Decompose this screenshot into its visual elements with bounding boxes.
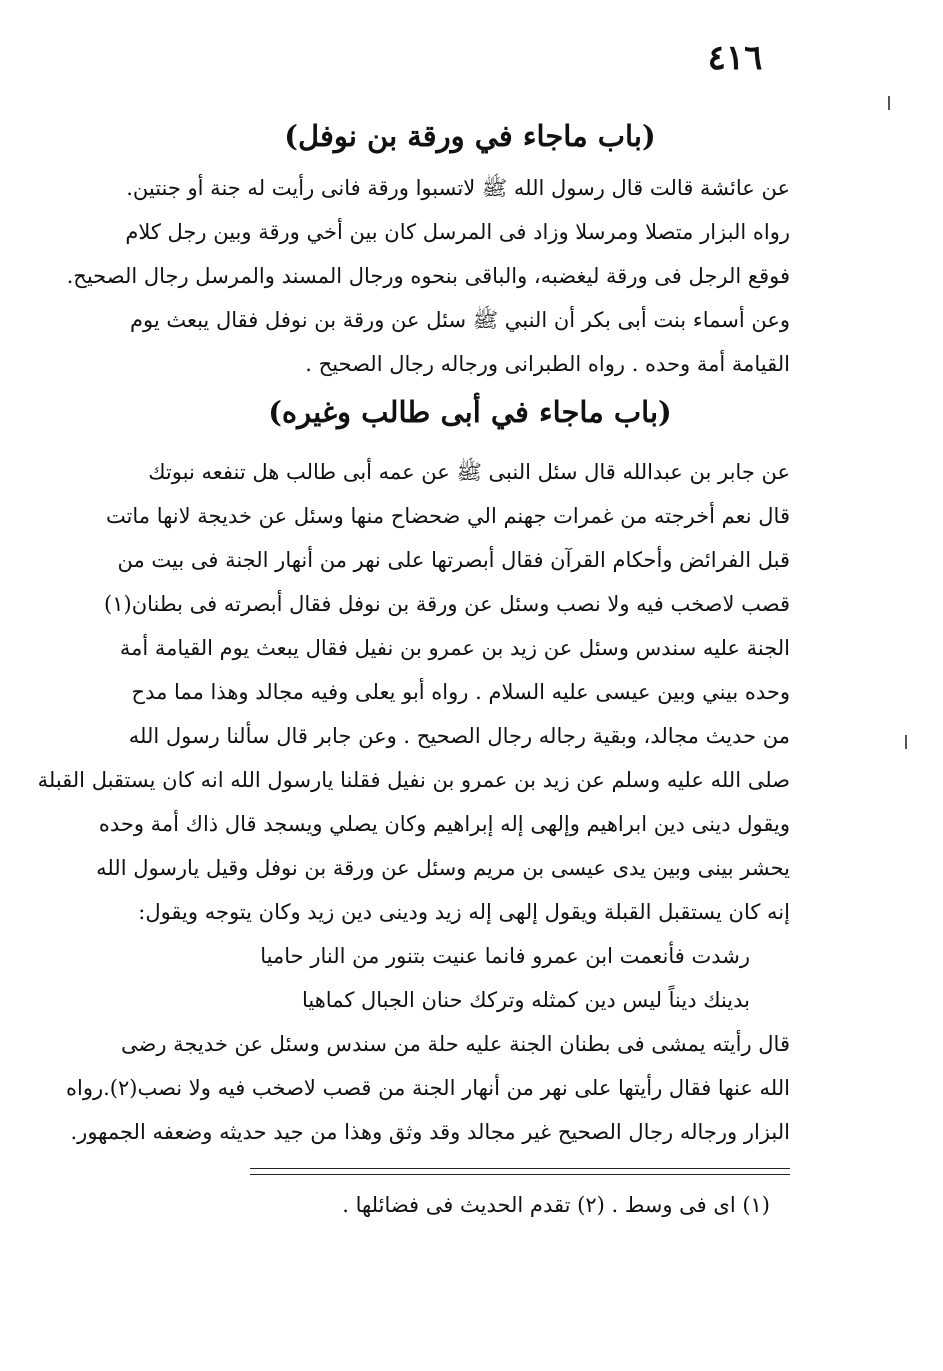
text-line: قال رأيته يمشى فى بطنان الجنة عليه حلة من سندس وسئل عن خديجة رضى [121, 1032, 790, 1056]
page-number: ٤١٦ [707, 38, 763, 78]
section-heading-waraqa: (باب ماجاء في ورقة بن نوفل) [284, 119, 656, 153]
text-line: القيامة أمة وحده . رواه الطبرانى ورجاله رجال الصحيح . [305, 352, 790, 376]
text-line: الجنة عليه سندس وسئل عن زيد بن عمرو بن نفيل فقال يبعث يوم القيامة أمة [119, 636, 790, 660]
text-line: صلى الله عليه وسلم عن زيد بن عمرو بن نفيل فقلنا يارسول الله انه كان يستقبل القبلة [37, 768, 790, 792]
text-line: البزار ورجاله رجال الصحيح غير مجالد وقد وثق وهذا من جيد حديثه وضعفه الجمهور. [70, 1120, 790, 1144]
section-heading-abu-talib: (باب ماجاء في أبى طالب وغيره) [268, 395, 672, 429]
text-line: قال نعم أخرجته من غمرات جهنم الي ضحضاح منها وسئل عن خديجة لانها ماتت [105, 504, 790, 528]
text-line: عن جابر بن عبدالله قال سئل النبى ﷺ عن عمه أبى طالب هل تنفعه نبوتك [148, 460, 790, 484]
section-body-abu-talib [37, 450, 790, 1154]
text-line: وحده بيني وبين عيسى عليه السلام . رواه أبو يعلى وفيه مجالد وهذا مما مدح [131, 680, 790, 704]
text-line: ويقول دينى دين ابراهيم وإلهى إله إبراهيم وكان يصلي ويسجد قال ذاك أمة وحده [98, 812, 790, 836]
text-line: قبل الفرائض وأحكام القرآن فقال أبصرتها على نهر من أنهار الجنة فى بيت من [117, 548, 790, 572]
poem-verse: بدينك ديناً ليس دين كمثله وتركك حنان الجبال كماهيا [302, 988, 750, 1012]
scan-mark [888, 96, 890, 110]
footnote: (١) اى فى وسط . (٢) تقدم الحديث فى فضائلها . [342, 1193, 770, 1217]
text-line: الله عنها فقال رأيتها على نهر من أنهار الجنة من قصب لاصخب فيه ولا نصب(٢).رواه [65, 1076, 790, 1100]
text-line: وعن أسماء بنت أبى بكر أن النبي ﷺ سئل عن ورقة بن نوفل فقال يبعث يوم [129, 308, 790, 332]
poem-verse: رشدت فأنعمت ابن عمرو فانما عنيت بتنور من النار حاميا [260, 944, 750, 968]
text-line: فوقع الرجل فى ورقة ليغضبه، والباقى بنحوه ورجال المسند والمرسل رجال الصحيح. [66, 264, 790, 288]
scan-mark [905, 735, 907, 749]
section-body-waraqa [66, 166, 790, 386]
text-line: عن عائشة قالت قال رسول الله ﷺ لاتسبوا ورقة فانى رأيت له جنة أو جنتين. [126, 176, 790, 200]
text-line: إنه كان يستقبل القبلة ويقول إلهى إله زيد ودينى دين زيد وكان يتوجه ويقول: [138, 900, 790, 924]
text-line: يحشر بينى وبين يدى عيسى بن مريم وسئل عن ورقة بن نوفل وقيل يارسول الله [96, 856, 790, 880]
text-line: رواه البزار متصلا ومرسلا وزاد فى المرسل كان بين أخي ورقة وبين رجل كلام [125, 220, 790, 244]
footnote-divider [250, 1168, 790, 1169]
text-line: من حديث مجالد، وبقية رجاله رجال الصحيح . وعن جابر قال سألنا رسول الله [128, 724, 790, 748]
footnote-divider [250, 1174, 790, 1175]
text-line: قصب لاصخب فيه ولا نصب وسئل عن ورقة بن نوفل فقال أبصرته فى بطنان(١) [104, 592, 790, 616]
